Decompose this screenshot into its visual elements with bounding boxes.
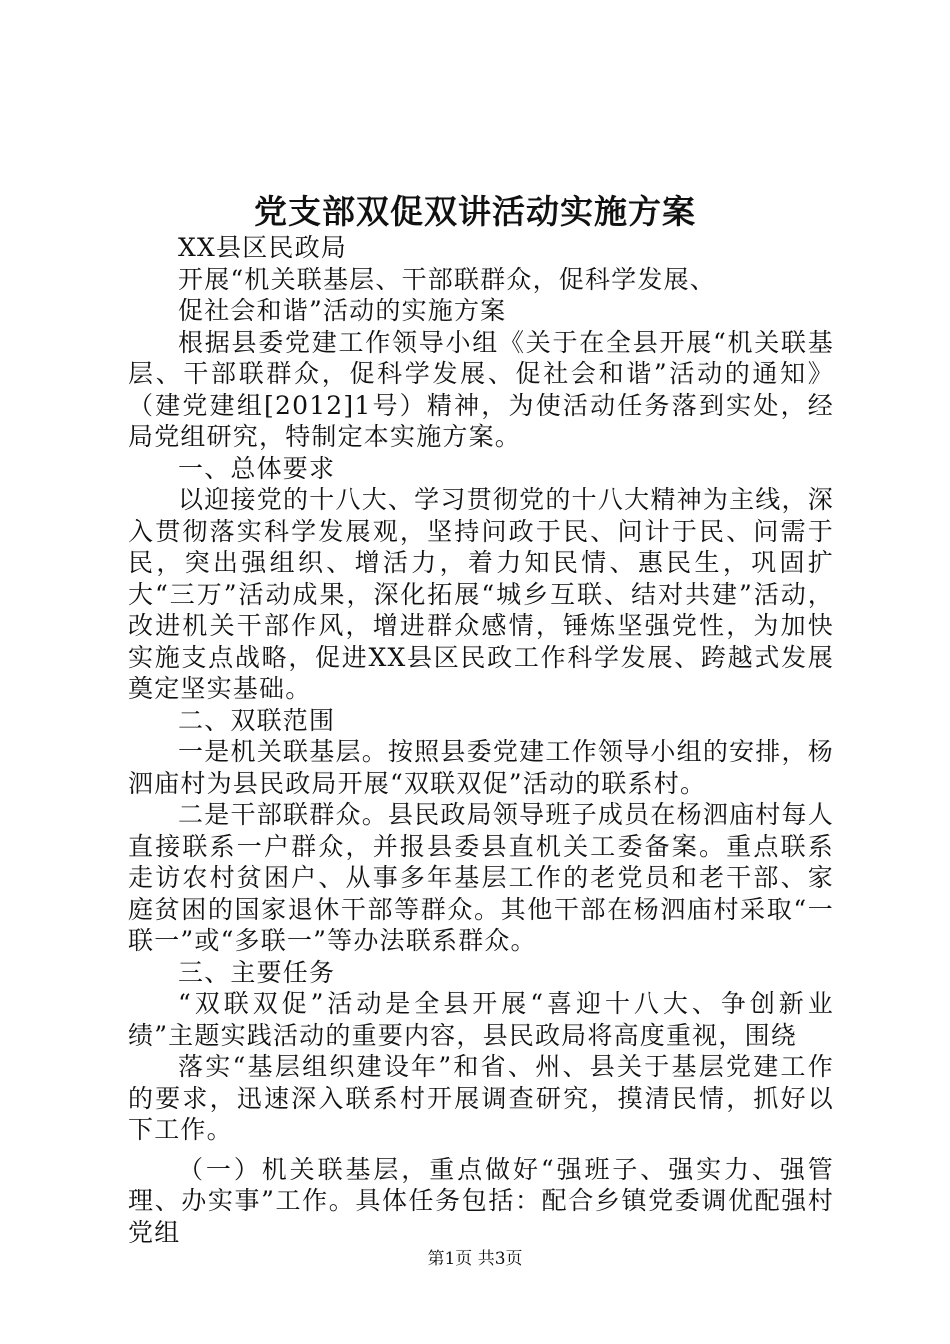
paragraph-subtitle-2: 促社会和谐”活动的实施方案 (178, 296, 507, 325)
paragraph-requirements: 以迎接党的十八大、学习贯彻党的十八大精神为主线，深入贯彻落实科学发展观，坚持问政于民、问计于民、问需于民，突出强组织、增活力，着力知民情、惠民生，巩固扩大“三万”活动成果，深化拓展“城乡互联、结对共建”活动，改进机关干部作风，增进群众感情，锤炼坚强党性，为加快实施支点战略，促进XX县区民政工作科学发展、跨越式发展奠定坚实基础。 (128, 485, 834, 703)
section-heading-1: 一、总体要求 (178, 453, 336, 483)
paragraph-tasks-1: “双联双促”活动是全县开展“喜迎十八大、争创新业绩”主题实践活动的重要内容，县民政局将高度重视，围绕 (128, 989, 834, 1050)
paragraph-scope-1: 一是机关联基层。按照县委党建工作领导小组的安排，杨泗庙村为县民政局开展“双联双促”活动的联系村。 (128, 737, 834, 798)
paragraph-subtitle-1: 开展“机关联基层、干部联群众，促科学发展、 (178, 264, 716, 294)
paragraph-tasks-2: 落实“基层组织建设年”和省、州、县关于基层党建工作的要求，迅速深入联系村开展调查研究，摸清民情，抓好以下工作。 (128, 1052, 834, 1144)
paragraph-tasks-3: （一）机关联基层，重点做好“强班子、强实力、强管理、办实事”工作。具体任务包括：配合乡镇党委调优配强村党组 (128, 1154, 834, 1247)
document-title: 党支部双促双讲活动实施方案 (254, 192, 696, 231)
document-body (128, 232, 834, 1248)
page-footer: 第1页 共3页 (427, 1249, 523, 1269)
paragraph-scope-2: 二是干部联群众。县民政局领导班子成员在杨泗庙村每人直接联系一户群众，并报县委县直机关工委备案。重点联系走访农村贫困户、从事多年基层工作的老党员和老干部、家庭贫困的国家退休干部等群众。其他干部在杨泗庙村采取“一联一”或“多联一”等办法联系群众。 (128, 800, 834, 955)
paragraph-org: XX县区民政局 (178, 233, 347, 262)
section-heading-3: 三、主要任务 (178, 957, 336, 987)
paragraph-intro: 根据县委党建工作领导小组《关于在全县开展“机关联基层、干部联群众，促科学发展、促社会和谐”活动的通知》（建党建组[2012]1号）精神，为使活动任务落到实处，经局党组研究，特制定本实施方案。 (128, 327, 834, 451)
section-heading-2: 二、双联范围 (178, 705, 336, 735)
